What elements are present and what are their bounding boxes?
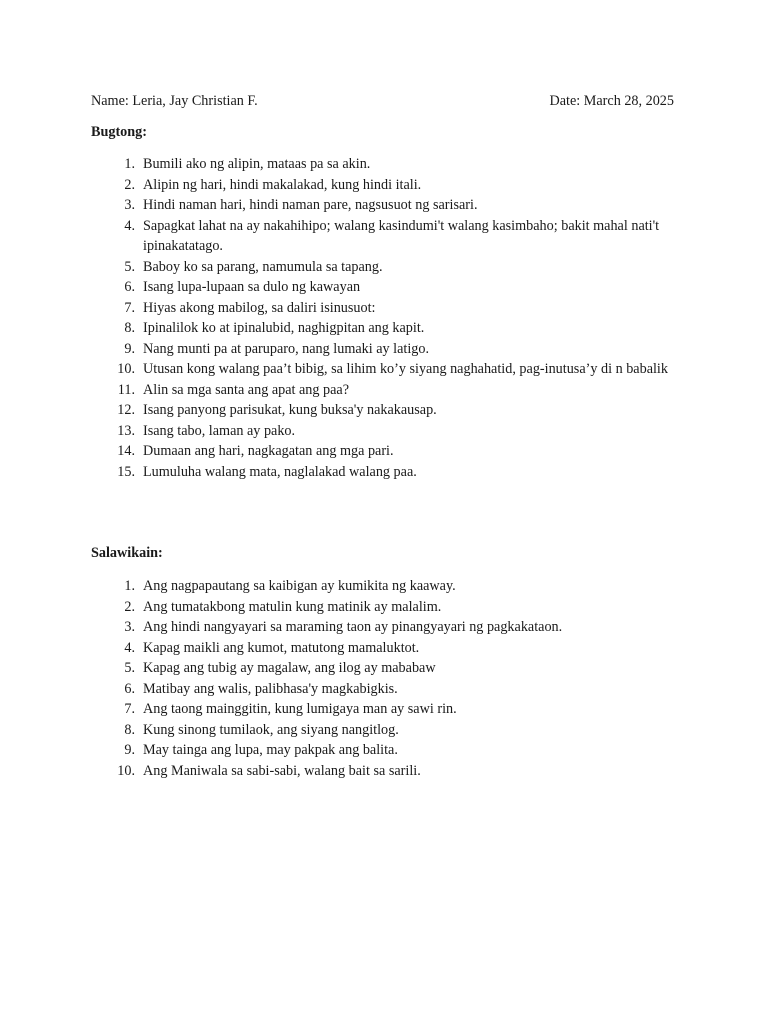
list-item <box>91 441 678 462</box>
document-header <box>91 92 674 110</box>
item-text: Lumuluha walang mata, naglalakad walang paa. <box>143 463 417 480</box>
list-item <box>91 679 678 700</box>
list-item <box>91 421 678 442</box>
item-text: Matibay ang walis, palibhasa'y magkabigkis. <box>143 680 398 697</box>
item-number: 4. <box>124 217 135 234</box>
item-number: 7. <box>124 701 135 717</box>
item-text: Baboy ko sa parang, namumula sa tapang. <box>143 258 383 275</box>
item-text: Alin sa mga santa ang apat ang paa? <box>143 381 350 398</box>
item-number: 9. <box>124 742 135 758</box>
bugtong-list <box>91 154 678 482</box>
item-text: Isang panyong parisukat, kung buksa'y nakakausap. <box>143 402 437 418</box>
item-text: Utusan kong walang paa’t bibig, sa lihim ko’y siyang naghahatid, pag-inutusa’y di n babalik <box>143 361 668 377</box>
list-item <box>91 658 678 679</box>
list-item <box>91 462 678 483</box>
item-text: Isang tabo, laman ay pako. <box>143 422 296 439</box>
item-number: 8. <box>124 721 135 738</box>
list-item <box>91 216 678 257</box>
item-number: 3. <box>124 197 135 213</box>
item-number: 6. <box>124 680 135 697</box>
item-text: Ang taong mainggitin, kung lumigaya man ay sawi rin. <box>143 701 457 717</box>
item-text: Kung sinong tumilaok, ang siyang nangitlog. <box>143 721 399 738</box>
item-number: 2. <box>124 598 135 615</box>
item-number: 9. <box>124 340 135 357</box>
list-item <box>91 597 678 618</box>
item-text: Alipin ng hari, hindi makalakad, kung hindi itali. <box>143 176 422 193</box>
list-item <box>91 617 678 638</box>
item-text: Hiyas akong mabilog, sa daliri isinusuot: <box>143 299 376 316</box>
item-number: 11. <box>117 381 135 398</box>
item-number: 1. <box>124 578 135 594</box>
list-item <box>91 298 678 319</box>
item-number: 5. <box>124 258 135 275</box>
list-item <box>91 638 678 659</box>
list-item <box>91 400 678 421</box>
list-item <box>91 761 678 782</box>
item-number: 15. <box>117 463 135 480</box>
item-text: Ang nagpapautang sa kaibigan ay kumikita ng kaaway. <box>143 578 456 594</box>
item-number: 7. <box>124 299 135 316</box>
item-text: Nang munti pa at paruparo, nang lumaki ay latigo. <box>143 340 430 357</box>
item-number: 5. <box>124 660 135 676</box>
list-item <box>91 720 678 741</box>
list-item <box>91 359 678 380</box>
item-text: Kapag ang tubig ay magalaw, ang ilog ay mababaw <box>143 660 436 676</box>
salawikain-list <box>91 576 678 781</box>
item-text: Dumaan ang hari, nagkagatan ang mga pari. <box>143 443 394 459</box>
item-number: 2. <box>124 176 135 193</box>
item-number: 10. <box>117 762 135 779</box>
item-text: Kapag maikli ang kumot, matutong mamaluktot. <box>143 639 420 656</box>
item-text: May tainga ang lupa, may pakpak ang balita. <box>143 742 398 758</box>
item-number: 10. <box>117 361 135 377</box>
bugtong-heading: Bugtong: <box>91 124 147 140</box>
item-text: Ang tumatakbong matulin kung matinik ay malalim. <box>143 598 442 615</box>
list-item <box>91 699 678 720</box>
item-number: 13. <box>117 422 135 439</box>
item-text: Hindi naman hari, hindi naman pare, nagsusuot ng sarisari. <box>143 197 478 213</box>
item-text: Bumili ako ng alipin, mataas pa sa akin. <box>143 156 371 172</box>
item-number: 3. <box>124 619 135 635</box>
item-text: Ipinalilok ko at ipinalubid, naghigpitan ang kapit. <box>143 320 425 336</box>
list-item <box>91 154 678 175</box>
item-number: 14. <box>117 443 135 459</box>
document-date: Date: March 28, 2025 <box>549 93 674 109</box>
list-item <box>91 175 678 196</box>
list-item <box>91 277 678 298</box>
list-item <box>91 195 678 216</box>
item-number: 8. <box>124 320 135 336</box>
list-item <box>91 257 678 278</box>
list-item <box>91 339 678 360</box>
item-number: 4. <box>124 639 135 656</box>
item-number: 6. <box>124 279 135 295</box>
item-text: Sapagkat lahat na ay nakahihipo; walang kasindumi't walang kasimbaho; bakit mahal nati't ipinakatatago. <box>143 217 660 254</box>
item-number: 12. <box>117 402 135 418</box>
list-item <box>91 380 678 401</box>
salawikain-heading: Salawikain: <box>91 545 163 561</box>
item-text: Ang hindi nangyayari sa maraming taon ay pinangyayari ng pagkakataon. <box>143 619 563 635</box>
list-item <box>91 576 678 597</box>
item-text: Ang Maniwala sa sabi-sabi, walang bait sa sarili. <box>143 762 421 779</box>
list-item <box>91 318 678 339</box>
item-number: 1. <box>124 156 135 172</box>
list-item <box>91 740 678 761</box>
item-text: Isang lupa-lupaan sa dulo ng kawayan <box>143 279 361 295</box>
student-name: Name: Leria, Jay Christian F. <box>91 93 258 109</box>
